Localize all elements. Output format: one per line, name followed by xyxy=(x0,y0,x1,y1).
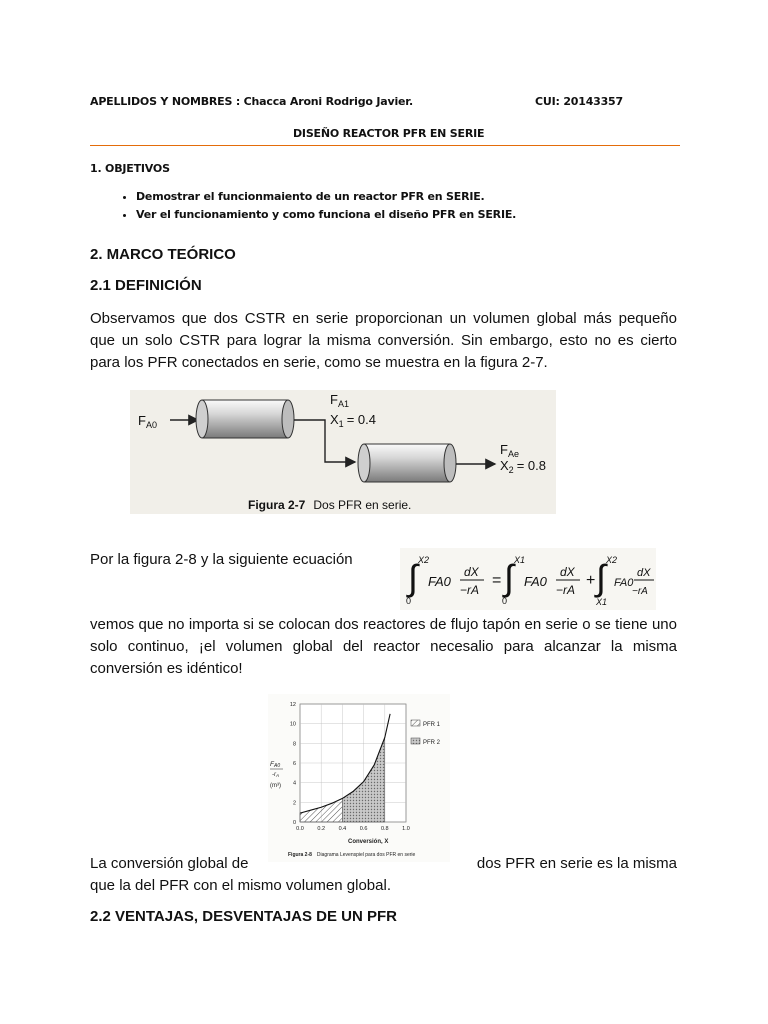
svg-text:FAe: $F_{Ae}$ xyxy=(500,442,519,459)
figure-2-7-caption: Dos PFR en serie. xyxy=(313,498,412,512)
x1-label: X xyxy=(330,412,339,427)
title-divider xyxy=(90,145,680,146)
legend-swatch-pfr1 xyxy=(411,720,420,726)
equation-intro: Por la figura 2-8 y la siguiente ecuación xyxy=(90,551,353,568)
paragraph-line: que la del PFR con el mismo volumen global. xyxy=(90,877,391,894)
svg-text:X1: X1 xyxy=(514,555,526,565)
paragraph-line: solo continuo, ¡el volumen global del reactor necesalio para alcanzar la misma xyxy=(90,638,677,655)
y-tick-label: 12 xyxy=(289,702,296,708)
svg-text:X2: X2 xyxy=(418,555,430,565)
svg-text:X2= 0.8: $X_2 = 0.8$ xyxy=(500,458,546,475)
reactor-2 xyxy=(358,444,456,482)
subsection-heading: 2.2 VENTAJAS, DESVENTAJAS DE UN PFR xyxy=(90,908,398,925)
svg-text:−rA: −rA xyxy=(556,583,576,597)
student-name: APELLIDOS Y NOMBRES : Chacca Aroni Rodrigo Javier. xyxy=(90,95,413,108)
paragraph-line: vemos que no importa si se colocan dos reactores de flujo tapón en serie o se tiene uno xyxy=(90,616,677,633)
x-tick-label: 0.8 xyxy=(380,826,389,832)
integral-sign: ∫ xyxy=(408,557,418,598)
legend-swatch-pfr2 xyxy=(411,738,420,744)
x-tick-label: 0.4 xyxy=(338,826,347,832)
y-tick-label: 6 xyxy=(292,761,296,767)
y-tick-label: 4 xyxy=(292,780,296,787)
svg-text:FA1: $F_{A1}$ xyxy=(330,392,349,409)
svg-text:dX: dX xyxy=(637,567,651,579)
svg-text:0: 0 xyxy=(406,596,412,606)
y-tick-label: 8 xyxy=(292,741,296,748)
x-axis-label: Conversión, X xyxy=(348,839,389,845)
conclusion-paragraph xyxy=(90,614,677,680)
y-axis-unit: (m³) xyxy=(270,783,281,789)
svg-text:FA0: FA0 xyxy=(614,577,634,589)
svg-text:FA0: FA0 xyxy=(524,574,547,589)
student-cui: CUI: 20143357 xyxy=(535,95,623,108)
x-tick-label: 1.0 xyxy=(402,826,410,832)
fa0-label: F xyxy=(138,413,146,428)
svg-text:−rA: −rA xyxy=(460,583,480,597)
svg-text:Figura 2-7Dos PFR en serie. xyxy=(248,498,411,512)
svg-text:−rA: −rA xyxy=(632,586,648,597)
objectives-list xyxy=(113,190,696,226)
reactor-1 xyxy=(196,400,294,438)
paragraph-line: que un solo CSTR para lograr la misma conversión. Sin embargo, esto no es cierto xyxy=(90,332,677,349)
svg-text:X1= 0.4: $X_1 = 0.4$ xyxy=(330,412,376,429)
legend-pfr1: PFR 1 xyxy=(423,722,441,728)
svg-text:X1: X1 xyxy=(596,597,608,607)
svg-text:X2: X2 xyxy=(606,555,618,565)
figure-2-7 xyxy=(130,390,556,514)
svg-text:+: + xyxy=(586,572,596,589)
y-tick-label: 10 xyxy=(289,721,296,728)
definition-paragraph xyxy=(90,308,677,374)
objectives-heading: 1. OBJETIVOS xyxy=(90,162,170,175)
levenspiel-chart xyxy=(268,694,450,862)
paragraph-right-fragment: dos PFR en serie es la misma xyxy=(476,855,677,872)
x2-label: X xyxy=(500,458,509,473)
figure-2-8-caption-label: Figura 2-8 xyxy=(288,852,312,858)
figure-2-7-caption-label: Figura 2-7 xyxy=(248,498,306,512)
svg-text:FA0: $F_{A0}$ xyxy=(138,413,157,430)
x-tick-label: 0.6 xyxy=(359,826,368,832)
svg-text:0: 0 xyxy=(502,596,508,606)
svg-text:FA0: FA0 xyxy=(428,574,451,589)
y-tick-label: 0 xyxy=(292,820,296,826)
y-tick-label: 2 xyxy=(292,800,296,807)
svg-text:-rA: -rA xyxy=(272,772,280,778)
equation-image xyxy=(400,548,656,610)
objective-item: • Demostrar el funcionmaiento de un reactor PFR en SERIE. xyxy=(136,190,696,204)
x-tick-label: 0.2 xyxy=(317,826,326,832)
document-title: DISEÑO REACTOR PFR EN SERIE xyxy=(293,127,485,140)
pfr-series-diagram xyxy=(130,390,556,514)
legend-pfr2: PFR 2 xyxy=(423,740,441,746)
fa1-label: F xyxy=(330,392,338,407)
integral-sign: ∫ xyxy=(504,557,514,598)
svg-text:dX: dX xyxy=(560,565,575,579)
paragraph-line: Observamos que dos CSTR en serie proporcionan un volumen global más pequeño xyxy=(90,310,677,327)
fae-label: F xyxy=(500,442,508,457)
figure-2-8-caption: Diagrama Levenspiel para dos PFR en serie xyxy=(316,852,416,858)
objective-item: • Ver el funcionamiento y como funciona el diseño PFR en SERIE. xyxy=(136,208,696,222)
svg-text:dX: dX xyxy=(464,565,479,579)
svg-text:=: = xyxy=(492,572,502,589)
x-tick-label: 0.0 xyxy=(296,826,304,832)
section-heading: 2. MARCO TEÓRICO xyxy=(90,246,236,263)
svg-text:Figura 2-8Diagrama Levenspiel xyxy=(288,852,416,858)
paragraph-left-fragment: La conversión global de xyxy=(90,855,249,872)
y-axis-label: FA0 xyxy=(270,761,281,769)
figure-2-8 xyxy=(268,694,450,862)
paragraph-line: para los PFR conectados en serie, como se muestra en la figura 2-7. xyxy=(90,354,548,371)
subsection-heading: 2.1 DEFINICIÓN xyxy=(90,277,202,294)
integral-sign: ∫ xyxy=(596,557,606,598)
paragraph-line: conversión es idéntico! xyxy=(90,660,243,677)
